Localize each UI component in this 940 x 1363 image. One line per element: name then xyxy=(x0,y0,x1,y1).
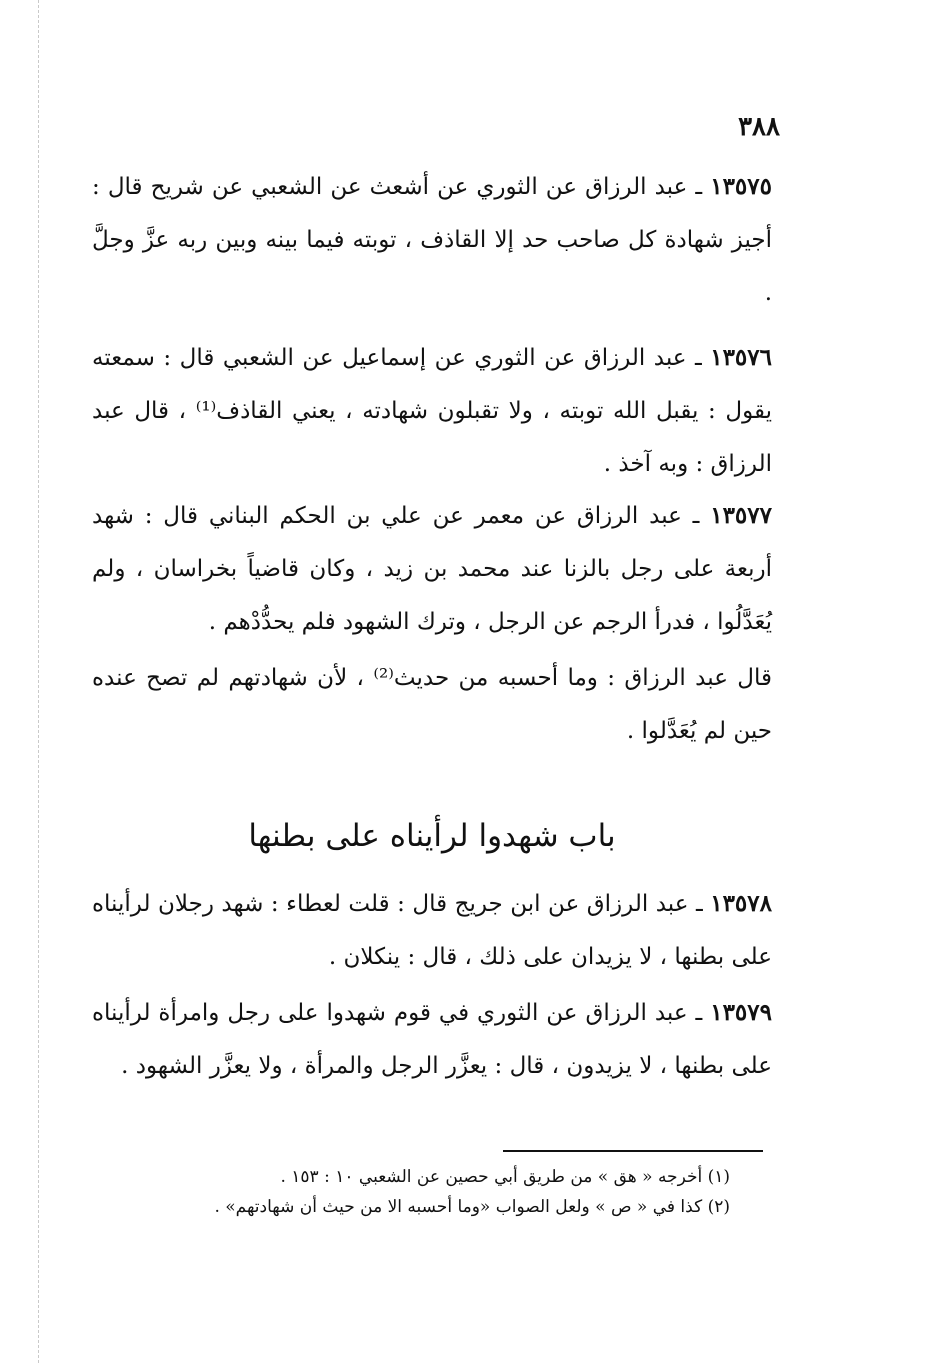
footnote-2: (٢) كذا في « ص » ولعل الصواب «وما أحسبه الا من حيث أن شهادتهم» . xyxy=(214,1197,730,1217)
entry-text: ـ عبد الرزاق عن الثوري عن أشعث عن الشعبي عن شريح قال : أجيز شهادة كل صاحب حد إلا القاذف ، توبته فيما بينه وبين ربه عزَّ وجلَّ . xyxy=(92,174,772,306)
entry-number: ١٣٥٧٨ xyxy=(710,890,772,917)
entry-13577 xyxy=(92,489,772,649)
footnotes xyxy=(92,1162,772,1222)
entry-text: ـ عبد الرزاق عن الثوري عن إسماعيل عن الشعبي قال : سمعته يقول : يقبل الله توبته ، ولا تقبلون شهادته ، يعني القاذف⁽¹⁾ ، قال عبد الرزاق : وبه آخذ . xyxy=(92,345,772,477)
entry-number: ١٣٥٧٩ xyxy=(710,999,772,1026)
scan-edge-line xyxy=(38,0,39,1363)
entry-text: ـ عبد الرزاق عن ابن جريج قال : قلت لعطاء : شهد رجلان لرأيناه على بطنها ، لا يزيدان على ذلك ، قال : ينكلان . xyxy=(92,891,772,970)
entry-text: ـ عبد الرزاق عن معمر عن علي بن الحكم البناني قال : شهد أربعة على رجل بالزنا عند محمد بن زيد ، وكان قاضياً بخراسان ، ولم يُعَدَّلُوا ، فدرأ الرجم عن الرجل ، وترك الشهود فلم يحدُّدْهم . xyxy=(92,503,772,635)
footnote-1: (١) أخرجه « هق » من طريق أبي حصين عن الشعبي ١٠ : ١٥٣ . xyxy=(280,1167,730,1187)
entry-number: ١٣٥٧٦ xyxy=(710,344,772,371)
page-number: ٣٨٨ xyxy=(738,112,780,142)
entry-13578 xyxy=(92,877,772,984)
entry-13576 xyxy=(92,331,772,491)
entry-text: ـ عبد الرزاق عن الثوري في قوم شهدوا على رجل وامرأة لرأيناه على بطنها ، لا يزيدون ، قال : يعزَّر الرجل والمرأة ، ولا يعزَّر الشهود . xyxy=(92,1000,772,1079)
entry-number: ١٣٥٧٧ xyxy=(710,502,772,529)
entry-number: ١٣٥٧٥ xyxy=(710,173,772,200)
note-paragraph: قال عبد الرزاق : وما أحسبه من حديث⁽²⁾ ، لأن شهادتهم لم تصح عنده حين لم يُعَدَّلوا . xyxy=(92,665,772,744)
entry-13579 xyxy=(92,986,772,1093)
entry-13575 xyxy=(92,160,772,320)
footnote-separator xyxy=(503,1150,763,1152)
section-heading: باب شهدوا لرأيناه على بطنها xyxy=(248,818,616,854)
